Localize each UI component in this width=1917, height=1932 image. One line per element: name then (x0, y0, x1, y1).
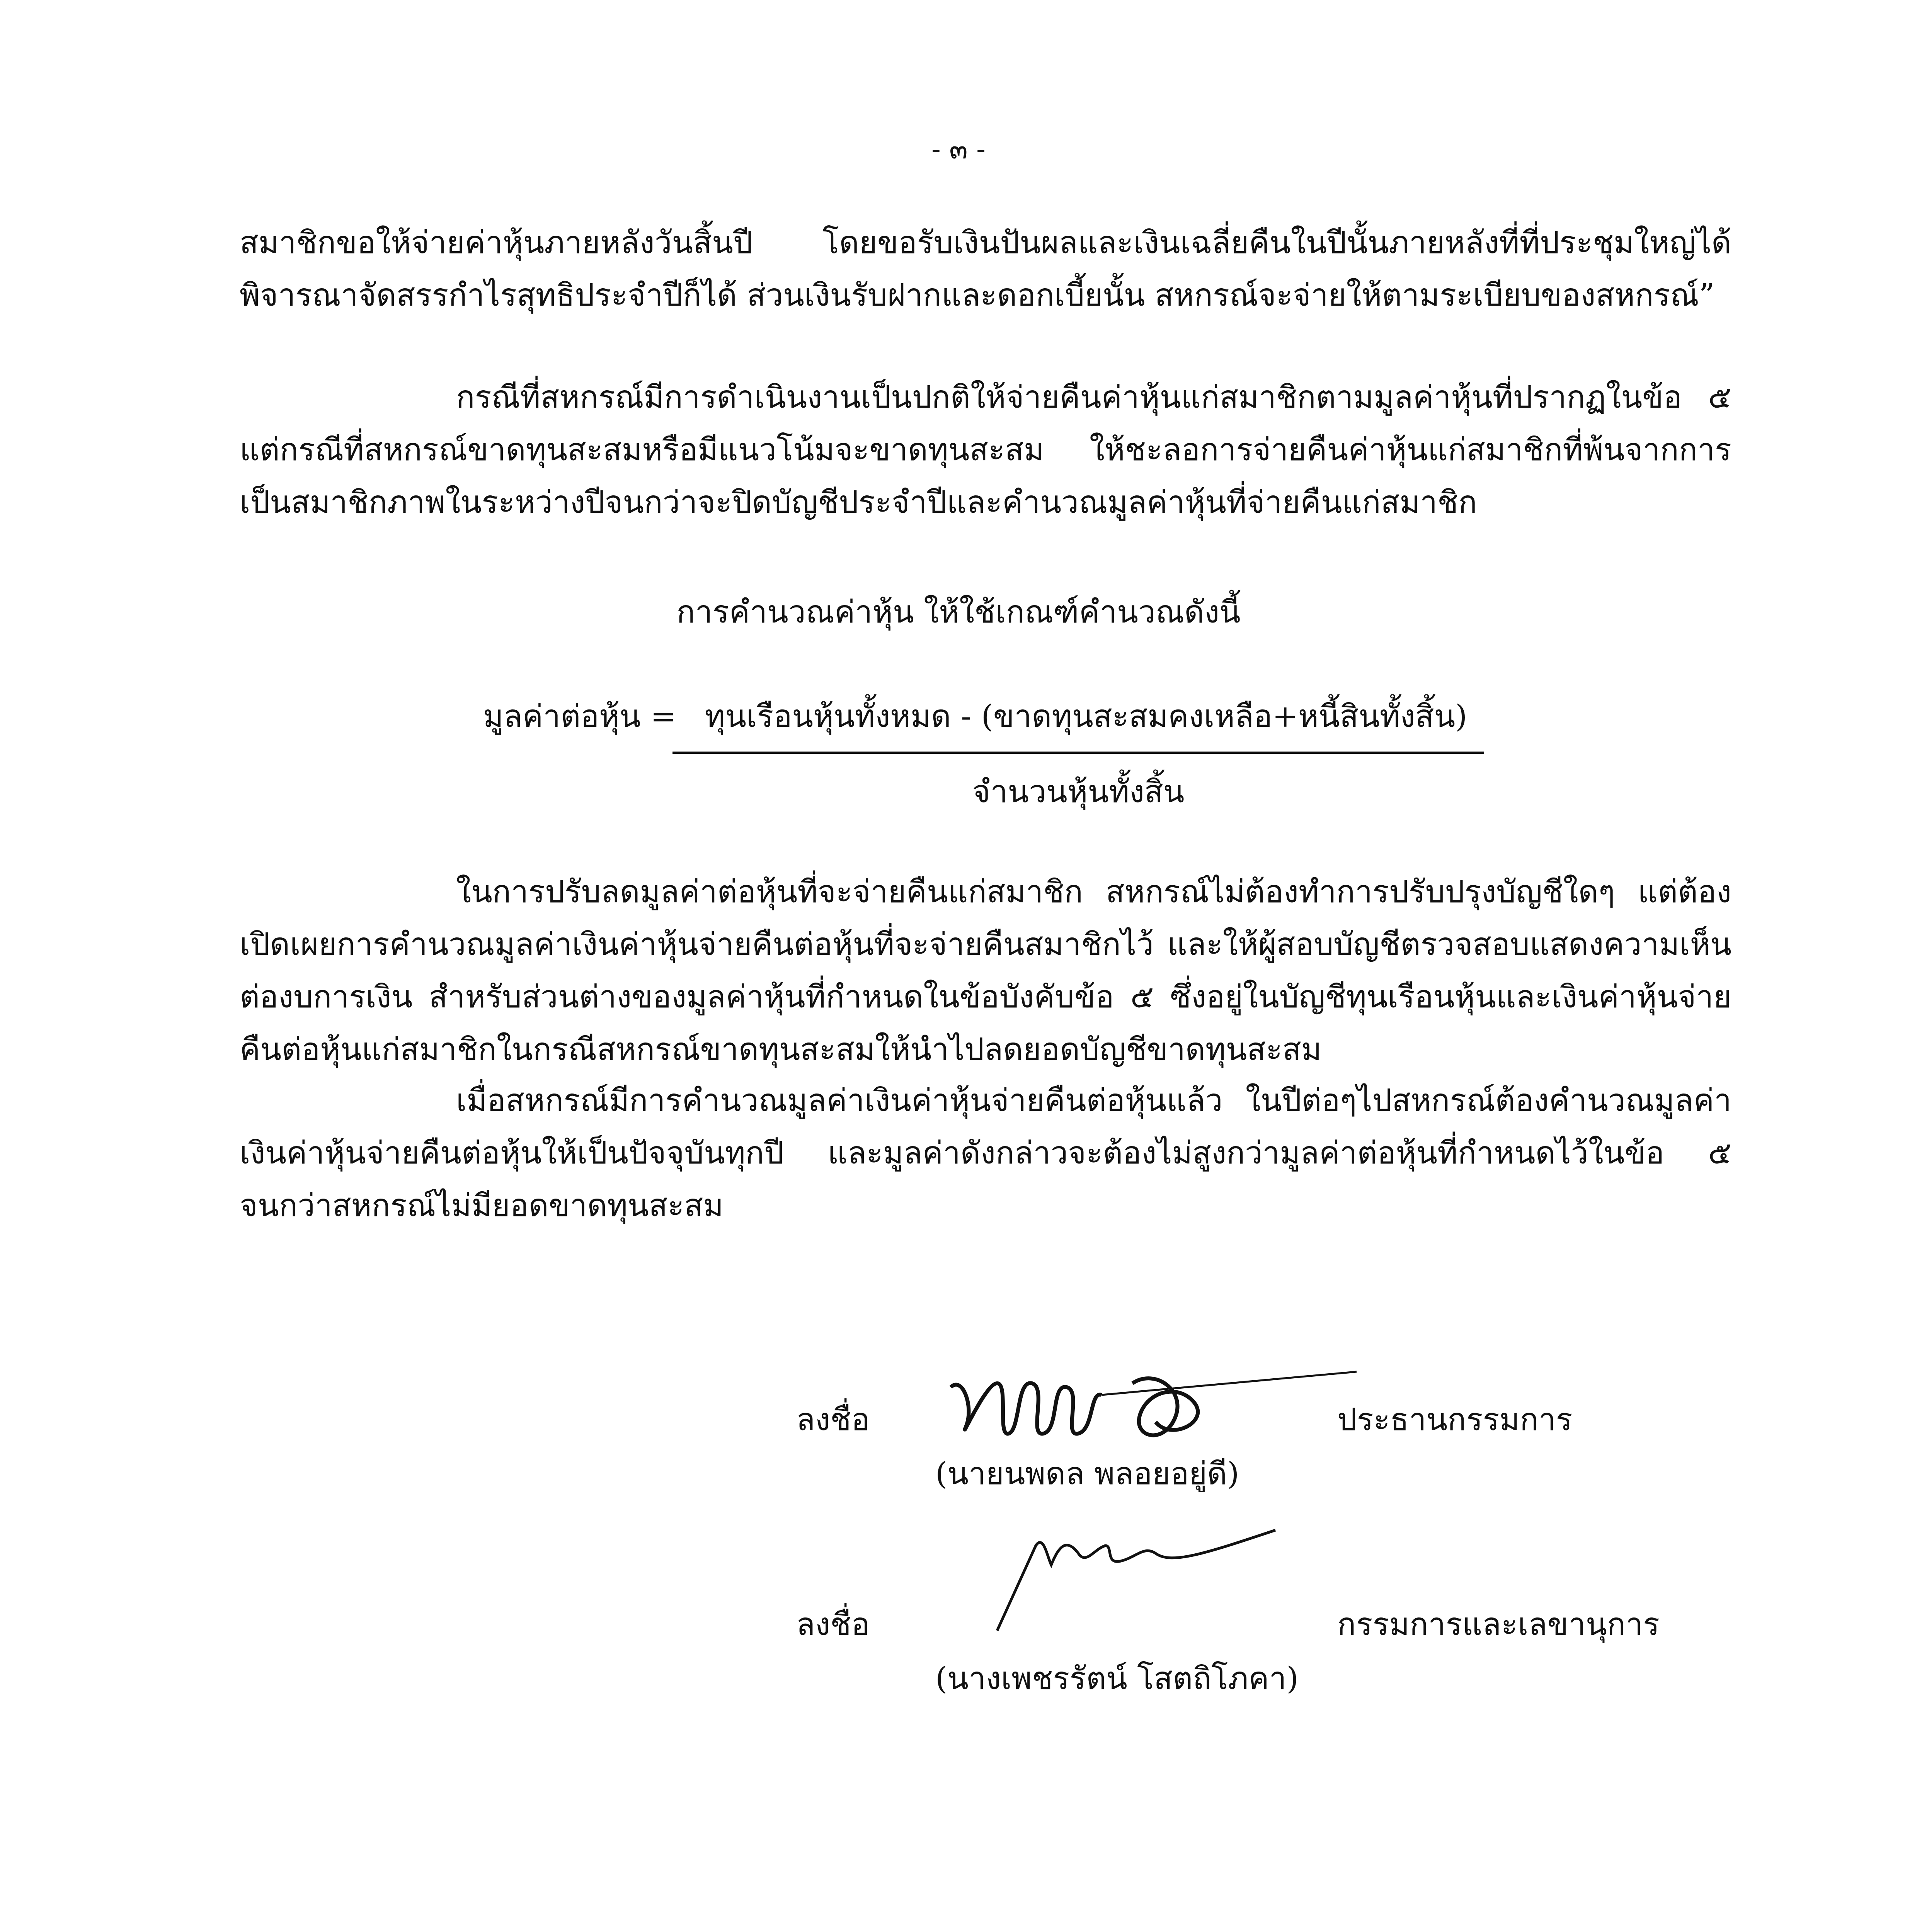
calc-heading: การคำนวณค่าหุ้น ให้ใช้เกณฑ์คำนวณดังนี้ (676, 594, 1241, 630)
formula-lhs: มูลค่าต่อหุ้น = (483, 698, 677, 734)
paragraph-2: กรณีที่สหกรณ์มีการดำเนินงานเป็นปกติให้จ่ายคืนค่าหุ้นแก่สมาชิกตามมูลค่าหุ้นที่ปรากฏในข้อ ๕ แต่กรณีที่สหกรณ์ขาดทุนสะสมหรือมีแนวโน้มจะขาดทุนสะสม ให้ชะลอการจ่ายคืนค่าหุ้นแก่สมาชิกที่พ้นจากการเป็นสมาชิกภาพในระหว่างปีจนกว่าจะปิดบัญชีประจำปีและคำนวณมูลค่าหุ้นที่จ่ายคืนแก่สมาชิก (240, 379, 1731, 520)
paragraph-3: ในการปรับลดมูลค่าต่อหุ้นที่จะจ่ายคืนแก่สมาชิก สหกรณ์ไม่ต้องทำการปรับปรุงบัญชีใดๆ แต่ต้องเปิดเผยการคำนวณมูลค่าเงินค่าหุ้นจ่ายคืนต่อหุ้นที่จะจ่ายคืนสมาชิกไว้ และให้ผู้สอบบัญชีตรวจสอบแสดงความเห็นต่องบการเงิน สำหรับส่วนต่างของมูลค่าหุ้นที่กำหนดในข้อบังคับข้อ ๕ ซึ่งอยู่ในบัญชีทุนเรือนหุ้นและเงินค่าหุ้นจ่ายคืนต่อหุ้นแก่สมาชิกในกรณีสหกรณ์ขาดทุนสะสมให้นำไปลดยอดบัญชีขาดทุนสะสม (240, 874, 1732, 1067)
formula-numerator: ทุนเรือนหุ้นทั้งหมด - (ขาดทุนสะสมคงเหลือ+หนี้สินทั้งสิ้น) (705, 698, 1468, 734)
signature-label: ลงชื่อ (796, 1606, 870, 1642)
formula-denominator: จำนวนหุ้นทั้งสิ้น (972, 774, 1185, 810)
formula-fraction-bar (672, 752, 1484, 754)
paragraph-1: สมาชิกขอให้จ่ายค่าหุ้นภายหลังวันสิ้นปี โดยขอรับเงินปันผลและเงินเฉลี่ยคืนในปีนั้นภายหลังที่ที่ประชุมใหญ่ได้พิจารณาจัดสรรกำไรสุทธิประจำปีก็ได้ ส่วนเงินรับฝากและดอกเบี้ยนั้น สหกรณ์จะจ่ายให้ตามระเบียบของสหกรณ์” (240, 224, 1731, 313)
signature-role: ประธานกรรมการ (1337, 1401, 1573, 1437)
signature-role: กรรมการและเลขานุการ (1337, 1606, 1660, 1642)
page-number: - ๓ - (931, 133, 986, 165)
chairman-signature-scribble (939, 1360, 1364, 1461)
signature-name: (นายนพดล พลอยอยู่ดี) (935, 1456, 1239, 1492)
paragraph-4: เมื่อสหกรณ์มีการคำนวณมูลค่าเงินค่าหุ้นจ่ายคืนต่อหุ้นแล้ว ในปีต่อๆไปสหกรณ์ต้องคำนวณมูลค่าเงินค่าหุ้นจ่ายคืนต่อหุ้นให้เป็นปัจจุบันทุกปี และมูลค่าดังกล่าวจะต้องไม่สูงกว่ามูลค่าต่อหุ้นที่กำหนดไว้ในข้อ ๕ จนกว่าสหกรณ์ไม่มียอดขาดทุนสะสม (240, 1082, 1731, 1223)
secretary-signature-scribble (989, 1522, 1283, 1638)
signature-name: (นางเพชรรัตน์ โสตถิโภคา) (935, 1660, 1299, 1696)
signature-label: ลงชื่อ (796, 1401, 870, 1437)
